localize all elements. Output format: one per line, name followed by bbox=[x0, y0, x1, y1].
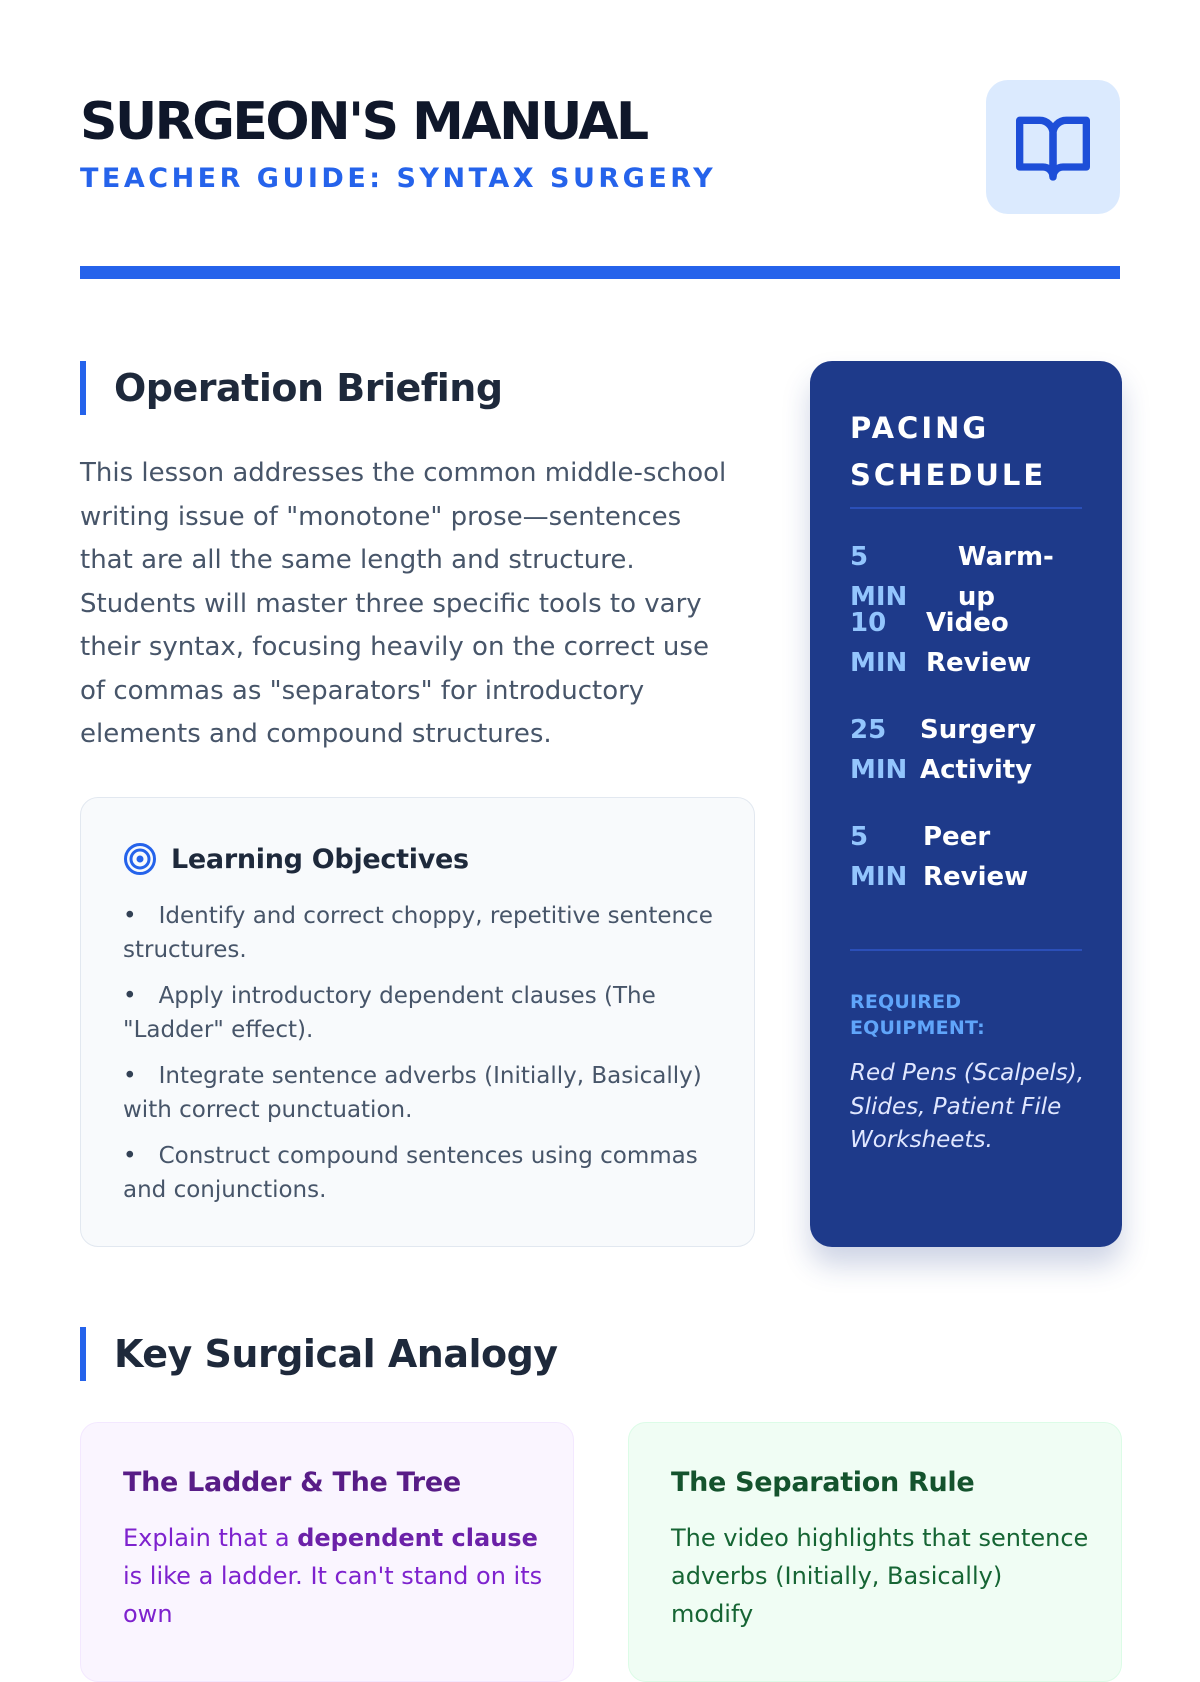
list-item: • Apply introductory dependent clauses (The "Ladder" effect). bbox=[123, 980, 723, 1047]
equipment-text: Red Pens (Scalpels), Slides, Patient File Worksheets. bbox=[850, 1060, 1085, 1153]
list-item: • Integrate sentence adverbs (Initially, Basically) with correct punctuation. bbox=[123, 1060, 723, 1127]
card-text-bold: dependent clause bbox=[297, 1524, 538, 1552]
analogy-card-ladder bbox=[80, 1422, 574, 1682]
list-item: • Identify and correct choppy, repetitive sentence structures. bbox=[123, 900, 723, 967]
page-title: SURGEON'S MANUAL bbox=[80, 92, 647, 152]
schedule-item bbox=[850, 817, 1090, 897]
target-icon bbox=[123, 842, 157, 876]
section-heading-analogy bbox=[80, 1327, 558, 1381]
schedule-item bbox=[850, 603, 1090, 683]
objectives-header bbox=[123, 842, 469, 876]
card-text-before: Explain that a bbox=[123, 1524, 298, 1552]
card-title: The Ladder & The Tree bbox=[123, 1467, 461, 1498]
list-item: • Construct compound sentences using commas and conjunctions. bbox=[123, 1140, 723, 1207]
schedule-item bbox=[850, 710, 1090, 790]
header bbox=[80, 80, 1120, 214]
pacing-divider bbox=[850, 507, 1082, 509]
analogy-card-separation bbox=[628, 1422, 1122, 1682]
objectives-heading: Learning Objectives bbox=[171, 843, 469, 875]
briefing-body: This lesson addresses the common middle-school writing issue of "monotone" prose—sentences that are all the same length and structure. Students will master three specific tools to vary their syntax, focusing heavily on the correct use of commas as "separators" for introductory elements and compound structures. bbox=[80, 458, 727, 749]
pacing-title: PACING SCHEDULE bbox=[850, 411, 1047, 492]
analogy-heading: Key Surgical Analogy bbox=[114, 1332, 558, 1376]
section-heading-briefing bbox=[80, 361, 503, 415]
schedule-activity: Surgery Activity bbox=[920, 715, 1037, 785]
equipment-label: REQUIRED EQUIPMENT: bbox=[850, 991, 985, 1039]
schedule-duration: 25 MIN bbox=[850, 715, 908, 785]
schedule-activity: Warm-up bbox=[957, 542, 1054, 612]
heading-accent-bar bbox=[80, 361, 86, 415]
card-title: The Separation Rule bbox=[671, 1467, 975, 1498]
learning-objectives-box bbox=[80, 797, 755, 1247]
pacing-schedule-panel bbox=[810, 361, 1122, 1247]
page-subtitle: TEACHER GUIDE: SYNTAX SURGERY bbox=[80, 163, 717, 194]
schedule-duration: 5 MIN bbox=[850, 542, 908, 612]
pacing-divider bbox=[850, 949, 1082, 951]
briefing-heading: Operation Briefing bbox=[114, 366, 503, 410]
card-text-after: is like a ladder. It can't stand on its own bbox=[123, 1562, 543, 1628]
header-divider bbox=[80, 266, 1120, 279]
schedule-activity: Peer Review bbox=[923, 822, 1029, 892]
card-text: The video highlights that sentence adverbs (Initially, Basically) modify bbox=[671, 1524, 1089, 1628]
schedule-activity: Video Review bbox=[926, 608, 1032, 678]
heading-accent-bar bbox=[80, 1327, 86, 1381]
objectives-list bbox=[123, 900, 723, 1220]
card-text bbox=[123, 1519, 543, 1633]
open-book-icon bbox=[1013, 107, 1093, 187]
schedule-duration: 10 MIN bbox=[850, 608, 908, 678]
schedule-duration: 5 MIN bbox=[850, 822, 908, 892]
book-badge bbox=[986, 80, 1120, 214]
